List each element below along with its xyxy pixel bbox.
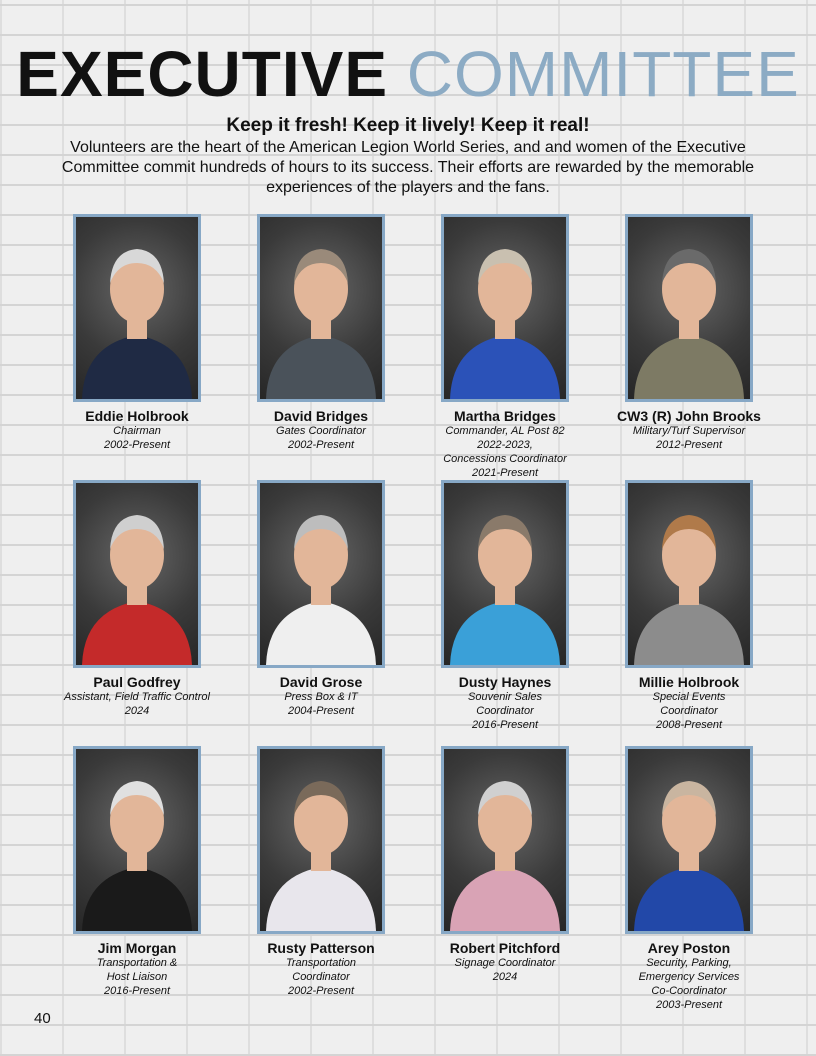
- member-role: 2003-Present: [655, 999, 723, 1011]
- portrait-frame: [73, 746, 201, 934]
- portrait-photo: [260, 749, 382, 931]
- portrait-photo: [444, 749, 566, 931]
- member-role: Host Liaison: [106, 971, 168, 983]
- member-card: [236, 746, 406, 1012]
- member-role: Coordinator: [292, 971, 350, 983]
- shirt-shape: [82, 601, 192, 665]
- member-name: Arey Poston: [647, 940, 731, 956]
- member-card: [420, 214, 590, 480]
- member-role: Gates Coordinator: [276, 425, 366, 437]
- shirt-shape: [82, 335, 192, 399]
- member-card: [52, 214, 222, 480]
- member-role: Co-Coordinator: [651, 985, 727, 997]
- member-role: 2008-Present: [655, 719, 723, 731]
- member-card: [236, 480, 406, 746]
- portrait-frame: [441, 480, 569, 668]
- member-name: Eddie Holbrook: [85, 408, 189, 424]
- member-role: Press Box & IT: [284, 691, 358, 703]
- portrait-photo: [628, 749, 750, 931]
- member-role: 2004-Present: [287, 705, 355, 717]
- member-role: Concessions Coordinator: [443, 453, 567, 465]
- portrait-frame: [625, 214, 753, 402]
- portrait-frame: [73, 480, 201, 668]
- member-role: Coordinator: [660, 705, 718, 717]
- shirt-shape: [634, 867, 744, 931]
- member-name: Martha Bridges: [454, 408, 556, 424]
- member-role: Transportation &: [96, 957, 178, 969]
- shirt-shape: [450, 601, 560, 665]
- member-role: 2022-2023,: [477, 439, 533, 451]
- portrait-frame: [257, 480, 385, 668]
- portrait-photo: [628, 217, 750, 399]
- member-role: Special Events: [652, 691, 726, 703]
- portrait-frame: [625, 746, 753, 934]
- member-role: 2002-Present: [103, 439, 171, 451]
- intro-paragraph: Volunteers are the heart of the American Legion World Series, and and women of the Executive Committee commit hundreds of hours to its success. Their efforts are rewarded by the memorable experiences of the players and the fans.: [61, 139, 755, 196]
- portrait-photo: [260, 483, 382, 665]
- shirt-shape: [266, 335, 376, 399]
- title-bold: EXECUTIVE: [16, 38, 388, 110]
- portrait-frame: [441, 746, 569, 934]
- member-name: David Grose: [279, 674, 363, 690]
- portrait-photo: [76, 483, 198, 665]
- member-role: Souvenir Sales: [468, 691, 542, 703]
- member-card: [52, 746, 222, 1012]
- member-card: [604, 480, 774, 746]
- member-role: Emergency Services: [638, 971, 740, 983]
- shirt-shape: [450, 335, 560, 399]
- shirt-shape: [82, 867, 192, 931]
- member-name: Rusty Patterson: [267, 940, 375, 956]
- portrait-frame: [73, 214, 201, 402]
- title-light: COMMITTEE: [406, 38, 800, 110]
- member-role: 2016-Present: [471, 719, 539, 731]
- member-role: 2002-Present: [287, 439, 355, 451]
- member-name: Dusty Haynes: [458, 674, 552, 690]
- member-name: CW3 (R) John Brooks: [617, 408, 761, 424]
- portrait-photo: [444, 217, 566, 399]
- portrait-photo: [444, 483, 566, 665]
- member-card: [52, 480, 222, 746]
- member-name: David Bridges: [273, 408, 369, 424]
- member-grid: [52, 214, 772, 1012]
- member-role: Chairman: [113, 425, 161, 437]
- portrait-photo: [76, 749, 198, 931]
- shirt-shape: [634, 335, 744, 399]
- portrait-frame: [257, 214, 385, 402]
- portrait-photo: [260, 217, 382, 399]
- member-role: Transportation: [285, 957, 357, 969]
- member-role: 2002-Present: [287, 985, 355, 997]
- page-title: [0, 36, 816, 112]
- portrait-frame: [257, 746, 385, 934]
- member-card: [420, 746, 590, 1012]
- member-name: Robert Pitchford: [449, 940, 561, 956]
- member-name: Millie Holbrook: [638, 674, 740, 690]
- member-role: 2016-Present: [103, 985, 171, 997]
- shirt-shape: [266, 601, 376, 665]
- page-number: 40: [34, 1010, 51, 1027]
- member-card: [604, 746, 774, 1012]
- member-role: 2024: [124, 705, 150, 717]
- member-role: Security, Parking,: [646, 957, 732, 969]
- portrait-photo: [76, 217, 198, 399]
- shirt-shape: [266, 867, 376, 931]
- member-role: 2021-Present: [471, 467, 539, 479]
- member-role: Assistant, Field Traffic Control: [64, 691, 210, 703]
- portrait-photo: [628, 483, 750, 665]
- shirt-shape: [634, 601, 744, 665]
- member-card: [236, 214, 406, 480]
- portrait-frame: [441, 214, 569, 402]
- member-name: Paul Godfrey: [93, 674, 181, 690]
- member-role: 2012-Present: [655, 439, 723, 451]
- tagline: Keep it fresh! Keep it lively! Keep it real!: [226, 115, 590, 136]
- member-card: [420, 480, 590, 746]
- member-role: Coordinator: [476, 705, 534, 717]
- member-card: [604, 214, 774, 480]
- member-role: 2024: [492, 971, 518, 983]
- member-role: Commander, AL Post 82: [445, 425, 565, 437]
- shirt-shape: [450, 867, 560, 931]
- portrait-frame: [625, 480, 753, 668]
- member-name: Jim Morgan: [97, 940, 177, 956]
- member-role: Signage Coordinator: [454, 957, 556, 969]
- member-role: Military/Turf Supervisor: [632, 425, 746, 437]
